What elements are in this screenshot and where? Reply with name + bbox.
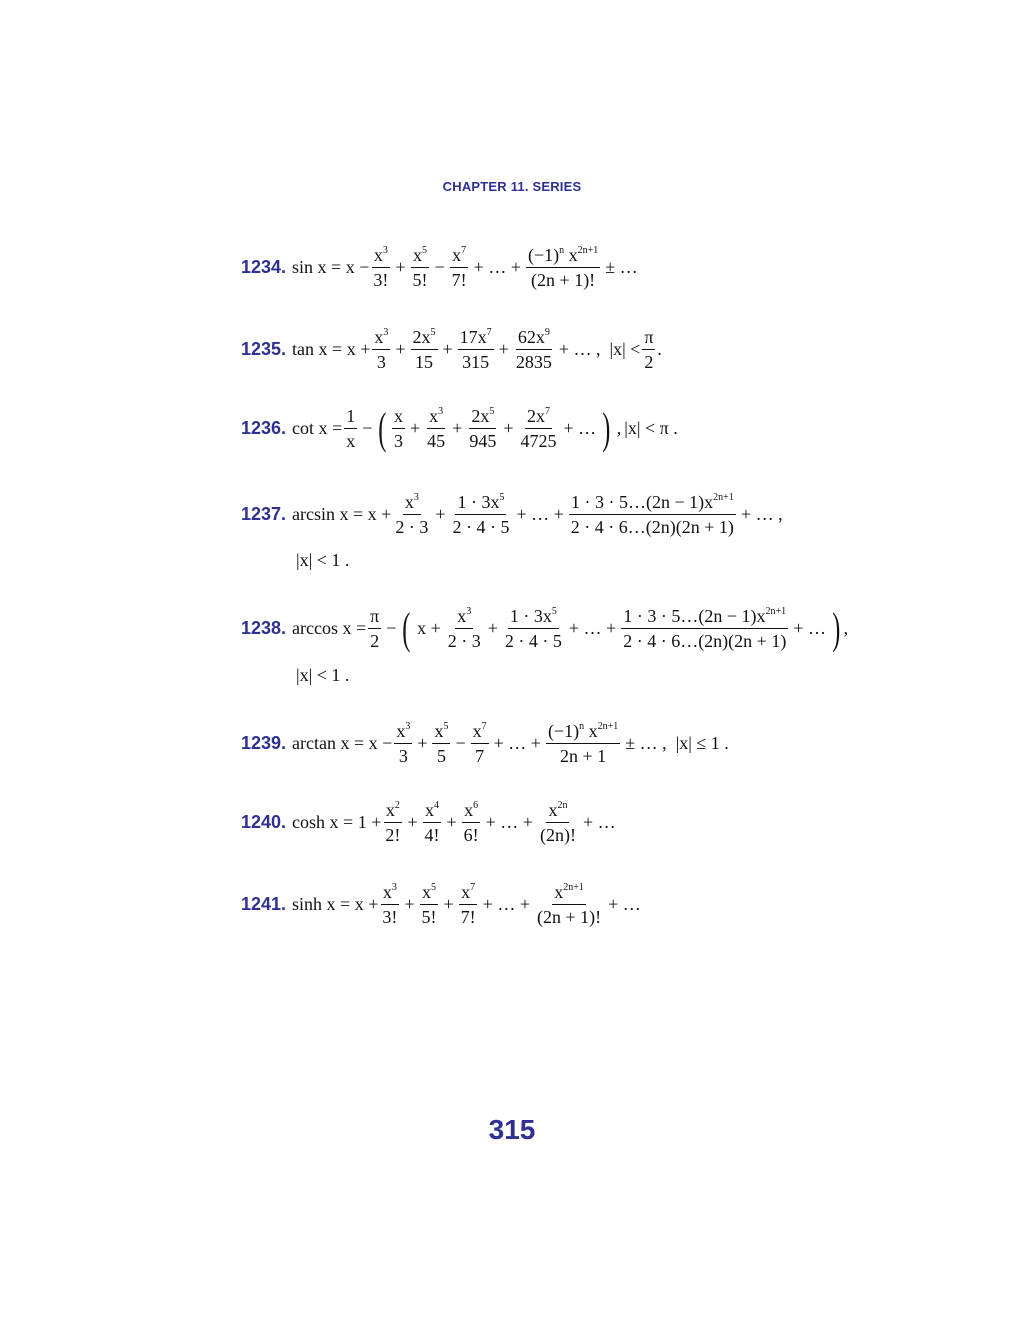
formula-number: 1237. — [241, 504, 287, 524]
formula-number: 1239. — [241, 733, 287, 753]
formula-1238: 1238. arccos x = $\frac{\pi}{2}$ − ( x + $\frac{x^3}{2 \cdot 3}$ + $\frac{1 \cdot 3x^5}{2 \cdot 4 \cdot 5}$ + … + $\frac{1 \cdot 3 \cdot 5\dots(2n - 1)x^{2n+1}}{2 \cdot 4 \cdot 6\dots(2n)(2n + 1)}$ + … ) , — [241, 603, 849, 653]
formula-number: 1235. — [241, 339, 287, 359]
page-number: 315 — [488, 1114, 536, 1145]
formula-lhs: arccos x = — [292, 618, 367, 638]
chapter-header: CHAPTER 11. SERIES — [442, 179, 582, 194]
formula-lhs: tan x = x + — [292, 339, 371, 359]
formula-number: 1241. — [241, 894, 287, 914]
formula-1240: 1240. cosh x = 1 + $\frac{x^2}{2!}$ + $\frac{x^4}{4!}$ + $\frac{x^6}{6!}$ + … + $\frac{x^{2n}}{(2n)!}$ + … — [241, 800, 616, 845]
formula-1239: 1239. arctan x = x − $\frac{x^3}{3}$ + $\frac{x^5}{5}$ − $\frac{x^7}{7}$ + … + $\frac{(-1)^n x^{2n+1}}{2n + 1}$ ± … , |x| ≤ 1 . — [241, 721, 729, 766]
formula-1238-condition: |x| < 1 . — [296, 665, 350, 685]
formula-1235: 1235. tan x = x + $\frac{x^3}{3}$ + $\frac{2x^5}{15}$ + $\frac{17x^7}{315}$ + $\frac{62x^9}{2835}$ + … , |x| < $\frac{\pi}{2}$ . — [241, 327, 662, 372]
formula-lhs: sin x = x − — [292, 257, 370, 277]
formula-number: 1240. — [241, 812, 287, 832]
formula-condition: |x| < — [609, 339, 641, 359]
formula-1236: 1236. cot x = $\frac{1}{x}$ − ( $\frac{x}{3}$ + $\frac{x^3}{45}$ + $\frac{2x^5}{945}$ + $\frac{2x^7}{4725}$ + … ) , |x| < π . — [241, 403, 678, 453]
formula-1237-condition: |x| < 1 . — [296, 550, 350, 570]
formula-condition: |x| ≤ 1 . — [675, 733, 729, 753]
formula-1237: 1237. arcsin x = x + $\frac{x^3}{2 \cdot 3}$ + $\frac{1 \cdot 3x^5}{2 \cdot 4 \cdot 5}$ + … + $\frac{1 \cdot 3 \cdot 5\dots(2n - 1)x^{2n+1}}{2 \cdot 4 \cdot 6\dots(2n)(2n + 1)}$ + … , — [241, 492, 783, 537]
formula-number: 1234. — [241, 257, 287, 277]
formula-1241: 1241. sinh x = x + $\frac{x^3}{3!}$ + $\frac{x^5}{5!}$ + $\frac{x^7}{7!}$ + … + $\frac{x^{2n+1}}{(2n + 1)!}$ + … — [241, 882, 641, 927]
formula-lhs: arctan x = x − — [292, 733, 393, 753]
formula-number: 1236. — [241, 418, 287, 438]
formula-lhs: cosh x = 1 + — [292, 812, 382, 832]
formula-condition: |x| < π . — [624, 418, 678, 438]
formula-lhs: arcsin x = x + — [292, 504, 392, 524]
formula-lhs: sinh x = x + — [292, 894, 379, 914]
formula-1234: 1234. sin x = x − $\frac{x^3}{3!}$ + $\frac{x^5}{5!}$ − $\frac{x^7}{7!}$ + … + $\frac{(-1)^n x^{2n+1}}{(2n + 1)!}$ ± … — [241, 245, 638, 290]
formula-lhs: cot x = — [292, 418, 343, 438]
formula-number: 1238. — [241, 618, 287, 638]
